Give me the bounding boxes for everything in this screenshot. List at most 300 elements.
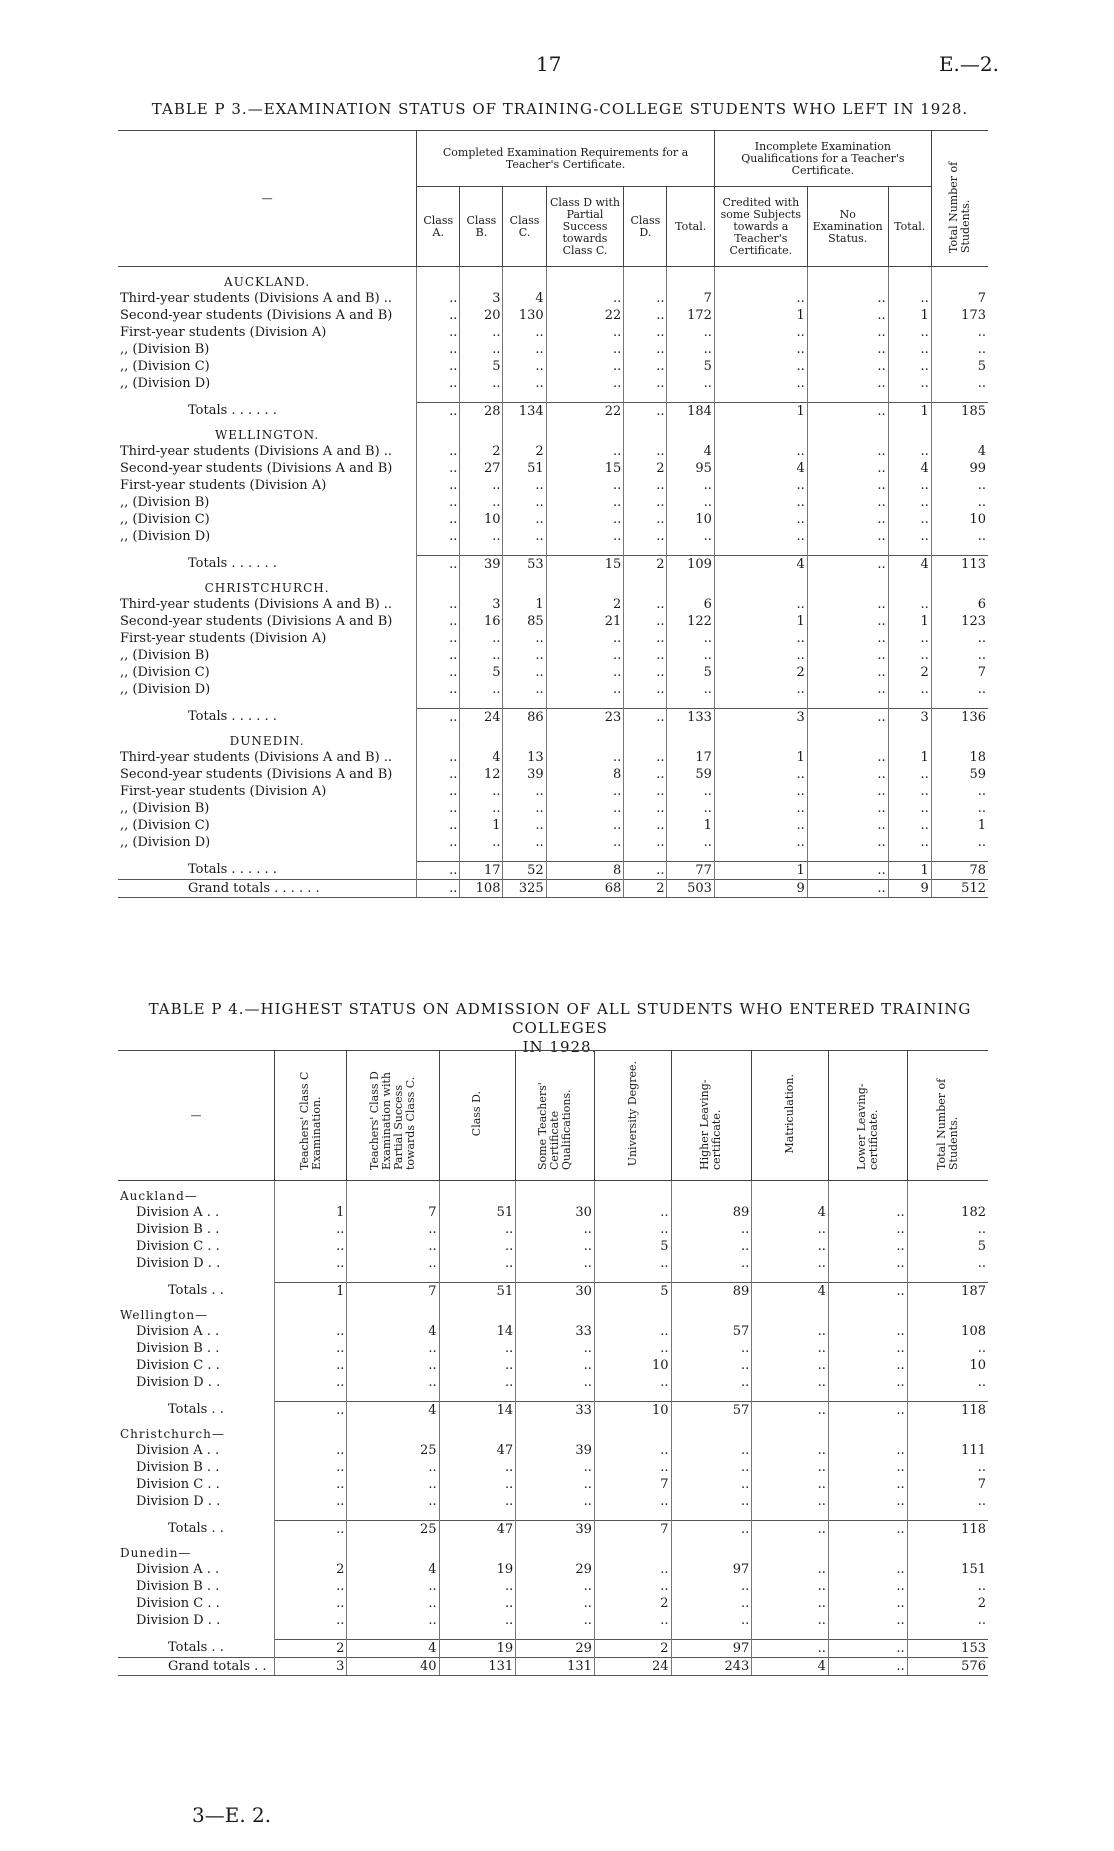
empty-cell (624, 726, 667, 749)
table-cell: 4 (714, 460, 807, 477)
table-row (118, 1340, 988, 1357)
table-p3-col-total-students: Total Number of Students. (931, 131, 988, 267)
empty-cell (546, 698, 624, 709)
totals-cell: 97 (671, 1640, 752, 1658)
table-cell: .. (888, 766, 931, 783)
totals-cell: .. (828, 1402, 907, 1420)
table-cell: .. (828, 1238, 907, 1255)
table-cell: .. (503, 358, 546, 375)
table-p3-col-header: Class B. (460, 187, 503, 267)
table-cell: 173 (931, 307, 988, 324)
empty-cell (624, 420, 667, 443)
table-cell: .. (460, 341, 503, 358)
empty-cell (828, 1391, 907, 1402)
totals-row (118, 1640, 988, 1658)
table-cell: .. (888, 477, 931, 494)
table-cell: .. (460, 494, 503, 511)
table-cell: .. (807, 834, 888, 851)
table-cell: .. (274, 1221, 346, 1238)
empty-cell (503, 267, 546, 291)
table-cell: .. (828, 1493, 907, 1510)
table-p4-col-header (347, 1051, 439, 1181)
empty-cell (516, 1391, 595, 1402)
table-cell: .. (624, 375, 667, 392)
section-name: Dunedin— (120, 1545, 192, 1560)
table-cell: .. (460, 681, 503, 698)
table-cell: .. (417, 613, 460, 630)
empty-cell (907, 1391, 988, 1402)
table-cell: 4 (888, 460, 931, 477)
section-header-row (118, 1300, 988, 1323)
table-cell: 7 (347, 1204, 439, 1221)
table-cell: .. (460, 375, 503, 392)
table-cell: 30 (516, 1204, 595, 1221)
table-cell: .. (594, 1221, 671, 1238)
table-cell: 4 (503, 290, 546, 307)
table-cell: .. (807, 749, 888, 766)
table-cell: .. (807, 511, 888, 528)
empty-cell (594, 1538, 671, 1561)
totals-cell: .. (807, 556, 888, 574)
table-cell: .. (439, 1340, 516, 1357)
table-row (118, 375, 988, 392)
table-cell: 33 (516, 1323, 595, 1340)
row-label: Second-year students (Divisions A and B) (120, 460, 393, 476)
table-cell: 22 (546, 307, 624, 324)
row-label: ,, (Division C) (120, 817, 210, 833)
totals-cell: .. (752, 1402, 829, 1420)
spacer-row (118, 1272, 988, 1283)
table-cell: 4 (347, 1561, 439, 1578)
table-cell: .. (417, 477, 460, 494)
table-cell: .. (417, 630, 460, 647)
row-label: Second-year students (Divisions A and B) (120, 766, 393, 782)
table-cell: .. (828, 1578, 907, 1595)
totals-cell: 134 (503, 403, 546, 421)
table-cell: .. (752, 1612, 829, 1629)
table-cell: .. (807, 358, 888, 375)
totals-cell: 17 (460, 862, 503, 880)
totals-cell: .. (807, 862, 888, 880)
row-label: Division A . . (136, 1561, 220, 1577)
section-name: CHRISTCHURCH. (204, 580, 330, 595)
table-cell: 1 (888, 307, 931, 324)
table-cell: .. (752, 1442, 829, 1459)
empty-cell (807, 851, 888, 862)
empty-cell (503, 392, 546, 403)
table-cell: .. (516, 1578, 595, 1595)
empty-cell (460, 545, 503, 556)
document-code: E.—2. (938, 52, 999, 76)
table-row (118, 1357, 988, 1374)
table-cell: .. (503, 664, 546, 681)
table-cell: 5 (460, 664, 503, 681)
totals-cell: 52 (503, 862, 546, 880)
table-cell: .. (503, 630, 546, 647)
table-cell: .. (931, 783, 988, 800)
table-cell: .. (503, 341, 546, 358)
table-cell: .. (828, 1357, 907, 1374)
table-cell: .. (274, 1357, 346, 1374)
empty-cell (546, 851, 624, 862)
totals-row (118, 862, 988, 880)
table-cell: .. (503, 528, 546, 545)
row-label: Third-year students (Divisions A and B) .. (120, 749, 393, 765)
empty-cell (931, 851, 988, 862)
table-cell: .. (546, 528, 624, 545)
table-cell: .. (752, 1238, 829, 1255)
empty-cell (907, 1510, 988, 1521)
table-cell: .. (274, 1340, 346, 1357)
row-label: ,, (Division D) (120, 834, 211, 850)
table-cell: .. (807, 766, 888, 783)
empty-cell (714, 851, 807, 862)
grand-totals-cell: 131 (439, 1658, 516, 1676)
table-cell: .. (907, 1340, 988, 1357)
empty-cell (439, 1272, 516, 1283)
section-header-row (118, 1538, 988, 1561)
table-cell: .. (624, 664, 667, 681)
table-cell: .. (624, 341, 667, 358)
row-label: ,, (Division C) (120, 511, 210, 527)
table-cell: .. (807, 341, 888, 358)
table-cell: 130 (503, 307, 546, 324)
table-cell: 7 (931, 290, 988, 307)
table-cell: 12 (460, 766, 503, 783)
table-row (118, 1255, 988, 1272)
table-cell: .. (460, 477, 503, 494)
table-cell: 39 (503, 766, 546, 783)
table-cell: .. (503, 477, 546, 494)
table-cell: .. (714, 681, 807, 698)
table-cell: .. (546, 443, 624, 460)
empty-cell (667, 392, 714, 403)
empty-cell (888, 545, 931, 556)
table-row (118, 596, 988, 613)
table-cell: .. (667, 494, 714, 511)
totals-cell: 113 (931, 556, 988, 574)
table-row (118, 1238, 988, 1255)
table-p4 (118, 1050, 988, 1676)
table-cell: .. (546, 324, 624, 341)
table-cell: .. (671, 1238, 752, 1255)
row-label: Division D . . (136, 1493, 221, 1509)
table-cell: .. (624, 834, 667, 851)
totals-cell: .. (807, 709, 888, 727)
table-cell: .. (671, 1578, 752, 1595)
totals-cell: 29 (516, 1640, 595, 1658)
empty-cell (671, 1510, 752, 1521)
table-cell: 2 (274, 1561, 346, 1578)
table-cell: .. (274, 1374, 346, 1391)
empty-cell (671, 1391, 752, 1402)
grand-totals-cell: 2 (624, 880, 667, 898)
table-cell: 10 (931, 511, 988, 528)
grand-totals-cell: 9 (714, 880, 807, 898)
empty-cell (671, 1538, 752, 1561)
table-cell: .. (546, 290, 624, 307)
table-cell: .. (907, 1221, 988, 1238)
table-p3-col-header: Class D with Partial Success towards Class C. (546, 187, 624, 267)
empty-cell (931, 698, 988, 709)
grand-totals-cell: 9 (888, 880, 931, 898)
table-cell: .. (931, 324, 988, 341)
table-cell: .. (714, 477, 807, 494)
table-cell: .. (671, 1221, 752, 1238)
table-cell: .. (807, 494, 888, 511)
table-cell: 89 (671, 1204, 752, 1221)
empty-cell (907, 1272, 988, 1283)
empty-cell (347, 1391, 439, 1402)
table-cell: 7 (594, 1476, 671, 1493)
section-name: DUNEDIN. (229, 733, 305, 748)
table-cell: .. (503, 817, 546, 834)
totals-label: Totals . . (168, 1283, 224, 1299)
spacer-row (118, 1629, 988, 1640)
table-cell: .. (907, 1493, 988, 1510)
table-cell: .. (274, 1595, 346, 1612)
empty-cell (931, 545, 988, 556)
totals-label: Totals . . (168, 1521, 224, 1537)
empty-cell (931, 420, 988, 443)
spacer-row (118, 1391, 988, 1402)
table-cell: .. (439, 1238, 516, 1255)
table-cell: .. (888, 358, 931, 375)
empty-cell (118, 698, 417, 709)
empty-cell (460, 698, 503, 709)
grand-totals-cell: .. (417, 880, 460, 898)
table-p4-col-header-text: Higher Leaving-certificate. (698, 1079, 724, 1170)
table-cell: .. (274, 1578, 346, 1595)
table-row (118, 664, 988, 681)
row-label: ,, (Division C) (120, 664, 210, 680)
empty-cell (807, 573, 888, 596)
table-cell: .. (347, 1476, 439, 1493)
empty-cell (460, 726, 503, 749)
grand-totals-cell: 325 (503, 880, 546, 898)
empty-cell (460, 392, 503, 403)
totals-cell: 77 (667, 862, 714, 880)
table-cell: .. (624, 783, 667, 800)
empty-cell (516, 1629, 595, 1640)
totals-cell: 187 (907, 1283, 988, 1301)
empty-cell (417, 698, 460, 709)
table-cell: .. (752, 1221, 829, 1238)
table-cell: .. (546, 817, 624, 834)
table-cell: .. (417, 307, 460, 324)
table-cell: .. (439, 1255, 516, 1272)
table-cell: .. (417, 494, 460, 511)
table-cell: .. (752, 1340, 829, 1357)
empty-cell (624, 545, 667, 556)
table-cell: .. (594, 1374, 671, 1391)
table-cell: .. (274, 1493, 346, 1510)
table-row (118, 1493, 988, 1510)
table-cell: .. (828, 1255, 907, 1272)
totals-cell: 4 (752, 1283, 829, 1301)
table-cell: .. (714, 834, 807, 851)
totals-label: Totals . . . . . . (188, 709, 277, 725)
table-cell: .. (807, 613, 888, 630)
table-cell: .. (624, 817, 667, 834)
table-cell: .. (624, 528, 667, 545)
table-cell: .. (274, 1612, 346, 1629)
empty-cell (503, 726, 546, 749)
totals-cell: 10 (594, 1402, 671, 1420)
table-cell: .. (503, 681, 546, 698)
row-label: First-year students (Division A) (120, 630, 327, 646)
totals-cell: 8 (546, 862, 624, 880)
totals-cell: 30 (516, 1283, 595, 1301)
table-cell: 7 (931, 664, 988, 681)
table-cell: .. (714, 800, 807, 817)
table-cell: .. (752, 1255, 829, 1272)
table-cell: .. (671, 1493, 752, 1510)
table-cell: 99 (931, 460, 988, 477)
totals-cell: .. (807, 403, 888, 421)
table-cell: 10 (594, 1357, 671, 1374)
empty-cell (752, 1181, 829, 1205)
section-name: Wellington— (120, 1307, 209, 1322)
table-cell: .. (671, 1442, 752, 1459)
table-cell: .. (624, 800, 667, 817)
table-cell: 2 (503, 443, 546, 460)
table-cell: .. (347, 1595, 439, 1612)
totals-cell: 184 (667, 403, 714, 421)
empty-cell (714, 698, 807, 709)
table-cell: 1 (888, 613, 931, 630)
totals-cell: .. (828, 1640, 907, 1658)
table-cell: .. (516, 1357, 595, 1374)
grand-totals-cell: 24 (594, 1658, 671, 1676)
empty-cell (118, 392, 417, 403)
table-cell: .. (714, 647, 807, 664)
table-cell: 1 (888, 749, 931, 766)
empty-cell (667, 420, 714, 443)
totals-cell: 57 (671, 1402, 752, 1420)
table-cell: .. (274, 1459, 346, 1476)
empty-cell (274, 1181, 346, 1205)
empty-cell (714, 267, 807, 291)
totals-cell: .. (417, 862, 460, 880)
table-cell: 97 (671, 1561, 752, 1578)
table-cell: .. (624, 307, 667, 324)
totals-cell: .. (417, 556, 460, 574)
totals-label: Totals . . (168, 1640, 224, 1656)
grand-totals-label: Grand totals . . . . . . (118, 880, 417, 898)
empty-cell (828, 1419, 907, 1442)
table-cell: .. (274, 1476, 346, 1493)
totals-cell: 33 (516, 1402, 595, 1420)
row-label: Division A . . (136, 1442, 220, 1458)
empty-cell (118, 851, 417, 862)
empty-cell (546, 726, 624, 749)
table-cell: 3 (460, 290, 503, 307)
table-cell: .. (460, 324, 503, 341)
empty-cell (807, 545, 888, 556)
table-cell: 5 (460, 358, 503, 375)
table-cell: .. (594, 1340, 671, 1357)
table-cell: .. (828, 1323, 907, 1340)
empty-cell (807, 420, 888, 443)
empty-cell (667, 698, 714, 709)
empty-cell (347, 1419, 439, 1442)
table-cell: .. (439, 1612, 516, 1629)
table-cell: .. (828, 1459, 907, 1476)
table-cell: .. (667, 681, 714, 698)
section-name: Auckland— (120, 1188, 198, 1203)
row-label: ,, (Division D) (120, 375, 211, 391)
spacer-row (118, 545, 988, 556)
row-label: ,, (Division B) (120, 494, 210, 510)
table-cell: .. (671, 1612, 752, 1629)
table-row (118, 1459, 988, 1476)
table-cell: 5 (907, 1238, 988, 1255)
table-p3-col-header: Credited with some Subjects towards a Teacher's Certificate. (714, 187, 807, 267)
empty-cell (347, 1300, 439, 1323)
totals-cell: .. (671, 1521, 752, 1539)
table-cell: .. (460, 800, 503, 817)
totals-cell: 39 (460, 556, 503, 574)
table-cell: .. (752, 1323, 829, 1340)
table-cell: .. (828, 1221, 907, 1238)
table-cell: 57 (671, 1323, 752, 1340)
empty-cell (888, 392, 931, 403)
empty-cell (807, 392, 888, 403)
table-cell: .. (752, 1374, 829, 1391)
row-label: Division A . . (136, 1323, 220, 1339)
table-cell: 111 (907, 1442, 988, 1459)
table-cell: .. (931, 800, 988, 817)
table-cell: .. (503, 494, 546, 511)
empty-cell (546, 267, 624, 291)
empty-cell (931, 573, 988, 596)
page-footer: 3—E. 2. (192, 1803, 272, 1827)
table-cell: .. (671, 1476, 752, 1493)
table-row (118, 1561, 988, 1578)
table-cell: 4 (752, 1204, 829, 1221)
table-cell: .. (546, 647, 624, 664)
totals-cell: .. (752, 1521, 829, 1539)
table-cell: .. (546, 800, 624, 817)
table-cell: .. (516, 1255, 595, 1272)
table-row (118, 1323, 988, 1340)
table-cell: 8 (546, 766, 624, 783)
section-header-row (118, 573, 988, 596)
grand-totals-cell: 243 (671, 1658, 752, 1676)
table-cell: 17 (667, 749, 714, 766)
table-cell: 51 (439, 1204, 516, 1221)
empty-cell (439, 1419, 516, 1442)
section-name: WELLINGTON. (214, 427, 320, 442)
table-cell: 2 (907, 1595, 988, 1612)
table-p3-col-header: No Examination Status. (807, 187, 888, 267)
table-cell: .. (714, 528, 807, 545)
table-row (118, 511, 988, 528)
grand-totals-label: Grand totals . . (118, 1658, 274, 1676)
empty-cell (503, 851, 546, 862)
totals-cell: 89 (671, 1283, 752, 1301)
table-row (118, 1374, 988, 1391)
table-row (118, 1595, 988, 1612)
table-p4-col-header-text: Some Teachers' Certificate Qualifications. (536, 1082, 574, 1170)
table-cell: 2 (624, 460, 667, 477)
empty-cell (439, 1510, 516, 1521)
row-label: Division D . . (136, 1374, 221, 1390)
table-cell: .. (671, 1459, 752, 1476)
table-p4-col-header (828, 1051, 907, 1181)
table-cell: .. (828, 1442, 907, 1459)
